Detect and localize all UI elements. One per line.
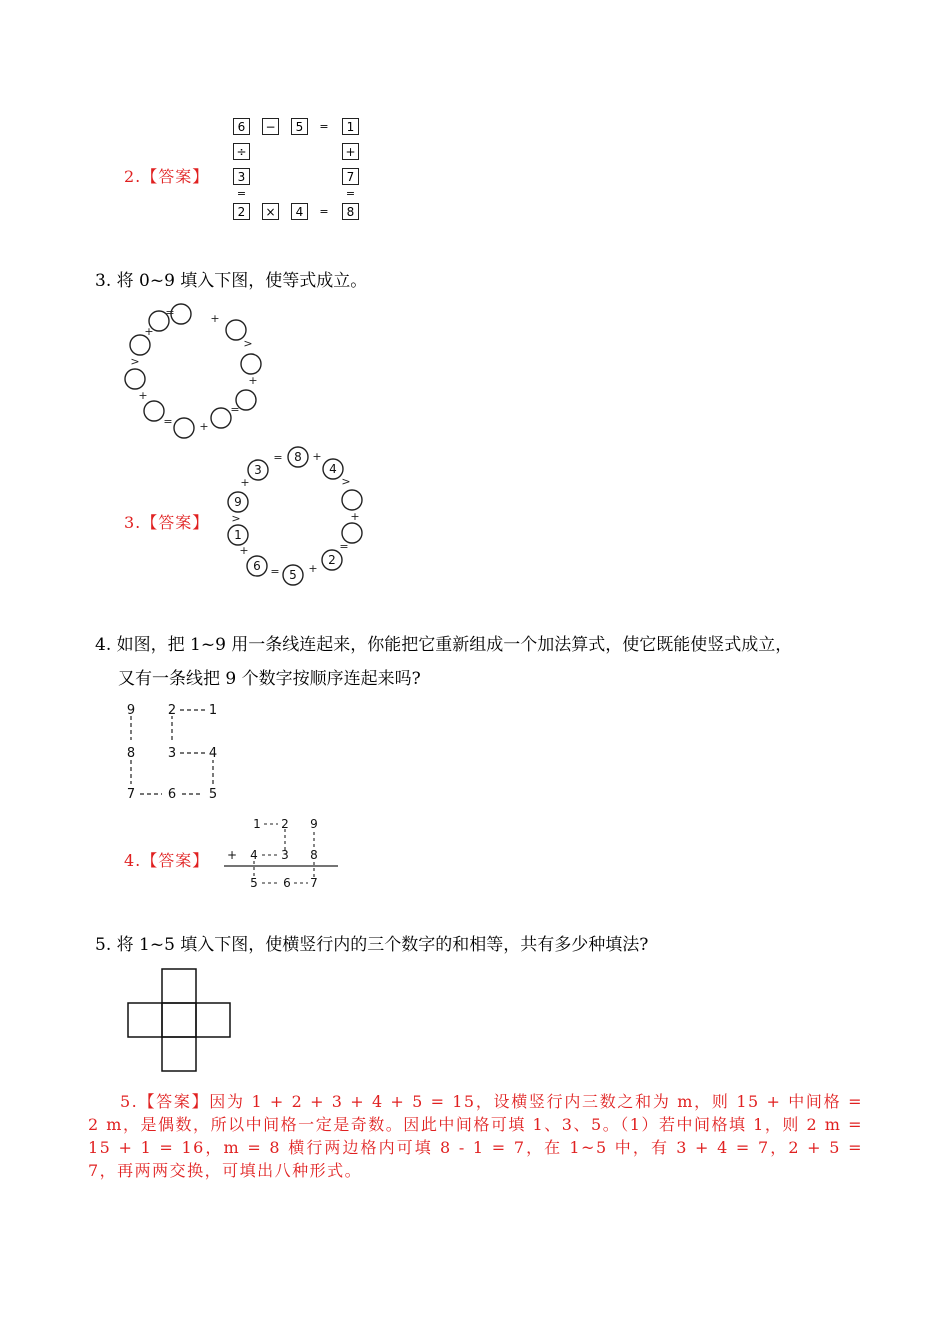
q3-answer-op: + bbox=[350, 510, 360, 523]
q4-digit: 6 bbox=[167, 787, 177, 802]
q4-digit: 4 bbox=[208, 746, 218, 761]
q3-answer-digit: 3 bbox=[254, 463, 262, 477]
q3-op: = bbox=[163, 415, 173, 428]
q4-figure bbox=[118, 698, 228, 804]
q2-op: = bbox=[345, 187, 356, 200]
q4-digit: 2 bbox=[167, 703, 177, 718]
q3-answer-digit: 8 bbox=[294, 450, 302, 464]
q5-cross-grid bbox=[126, 967, 236, 1075]
q3-answer-op: = bbox=[339, 540, 349, 553]
q4-answer-plus: + bbox=[226, 848, 238, 862]
q2-op: = bbox=[319, 205, 329, 218]
q3-circle bbox=[241, 354, 261, 374]
q5-answer bbox=[88, 1090, 863, 1182]
q2-cell: 7 bbox=[342, 168, 359, 185]
q3-answer-digit: 9 bbox=[234, 495, 242, 509]
q4-answer-digit: 2 bbox=[281, 817, 289, 831]
q3-answer-figure bbox=[222, 440, 382, 590]
q2-op: = bbox=[319, 120, 329, 133]
q3-answer-label: 3.【答案】 bbox=[124, 513, 210, 532]
q3-answer-op: + bbox=[240, 476, 250, 489]
q3-op: = bbox=[230, 403, 240, 416]
q3-question: 3. 将 0~9 填入下图，使等式成立。 bbox=[95, 271, 368, 291]
q3-answer-digit: 2 bbox=[328, 553, 336, 567]
q3-op: + bbox=[210, 312, 220, 325]
q2-op: = bbox=[236, 187, 247, 200]
q5-cell bbox=[162, 1037, 196, 1071]
q4-digit: 5 bbox=[208, 787, 218, 802]
q4-digit: 8 bbox=[126, 746, 136, 761]
q3-op: + bbox=[144, 325, 154, 338]
q4-digit: 1 bbox=[208, 703, 218, 718]
q3-circle bbox=[130, 335, 150, 355]
q3-circle bbox=[144, 401, 164, 421]
q4-answer-figure bbox=[222, 813, 342, 893]
q3-answer-op: > bbox=[231, 512, 241, 525]
q5-cell bbox=[162, 1003, 196, 1037]
q3-answer-op: = bbox=[273, 451, 283, 464]
q3-ring-figure bbox=[115, 300, 275, 445]
q3-answer-digit: 6 bbox=[253, 559, 261, 573]
q5-cell bbox=[196, 1003, 230, 1037]
q2-cell: 1 bbox=[342, 118, 359, 135]
q3-op: + bbox=[138, 389, 148, 402]
q3-answer-circle bbox=[342, 490, 362, 510]
q2-answer-label: 2.【答案】 bbox=[124, 167, 210, 186]
q4-answer-label: 4.【答案】 bbox=[124, 851, 210, 870]
q3-op: = bbox=[165, 306, 175, 319]
q3-circle bbox=[211, 408, 231, 428]
q4-answer-digit: 3 bbox=[281, 848, 289, 862]
q4-answer-digit: 4 bbox=[250, 848, 258, 862]
q4-answer-digit: 9 bbox=[310, 817, 318, 831]
q5-answer-label: 5.【答案】 bbox=[120, 1092, 210, 1111]
q4-answer-digit: 5 bbox=[250, 876, 258, 890]
q2-cell: 8 bbox=[342, 203, 359, 220]
q4-digit: 9 bbox=[126, 703, 136, 718]
q5-cell bbox=[162, 969, 196, 1003]
q3-circle bbox=[125, 369, 145, 389]
q2-cell: − bbox=[262, 118, 279, 135]
q5-question: 5. 将 1~5 填入下图，使横竖行内的三个数字的和相等，共有多少种填法? bbox=[95, 935, 649, 955]
q4-answer-digit: 6 bbox=[283, 876, 291, 890]
q3-op: > bbox=[243, 337, 253, 350]
q3-answer-op: = bbox=[270, 565, 280, 578]
q3-answer-digit: 5 bbox=[289, 568, 297, 582]
q5-answer-text: 因为 1 + 2 + 3 + 4 + 5 = 15，设横竖行内三数之和为 m，则 15 + 中间格 = 2 m，是偶数，所以中间格一定是奇数。因此中间格可填 1、3、5。（1）若中间格填 1，则 2 m = 15 + 1 = 16，m = 8 横行两边格内可填 8 - 1 = 7，在 1~5 中，有 3 + 4 = 7，2 + 5 = 7，再两两交换，可填出八种形式。 bbox=[88, 1092, 863, 1180]
q3-op: > bbox=[130, 355, 140, 368]
q3-answer-op: > bbox=[341, 475, 351, 488]
q4-answer-digit: 7 bbox=[310, 876, 318, 890]
q3-op: + bbox=[199, 420, 209, 433]
q2-cell: ÷ bbox=[233, 143, 250, 160]
q4-question-line2: 又有一条线把 9 个数字按顺序连起来吗? bbox=[118, 669, 421, 689]
q2-cell: 3 bbox=[233, 168, 250, 185]
q3-answer-digit: 4 bbox=[329, 462, 337, 476]
q4-digit: 3 bbox=[167, 746, 177, 761]
q4-answer-digit: 8 bbox=[310, 848, 318, 862]
q3-circle bbox=[174, 418, 194, 438]
q2-cell: + bbox=[342, 143, 359, 160]
q3-answer-op: + bbox=[239, 544, 249, 557]
q3-answer-op: + bbox=[308, 562, 318, 575]
q3-op: + bbox=[248, 374, 258, 387]
q2-cell: 6 bbox=[233, 118, 250, 135]
q2-cell: 2 bbox=[233, 203, 250, 220]
q4-question-line1: 4. 如图，把 1~9 用一条线连起来，你能把它重新组成一个加法算式，使它既能使竖式成立， bbox=[95, 635, 793, 655]
q3-answer-op: + bbox=[312, 450, 322, 463]
q2-cell: × bbox=[262, 203, 279, 220]
q2-cell: 5 bbox=[291, 118, 308, 135]
q3-answer-digit: 1 bbox=[234, 528, 242, 542]
q4-answer-digit: 1 bbox=[253, 817, 261, 831]
q5-cell bbox=[128, 1003, 162, 1037]
q4-digit: 7 bbox=[126, 787, 136, 802]
q2-cell: 4 bbox=[291, 203, 308, 220]
